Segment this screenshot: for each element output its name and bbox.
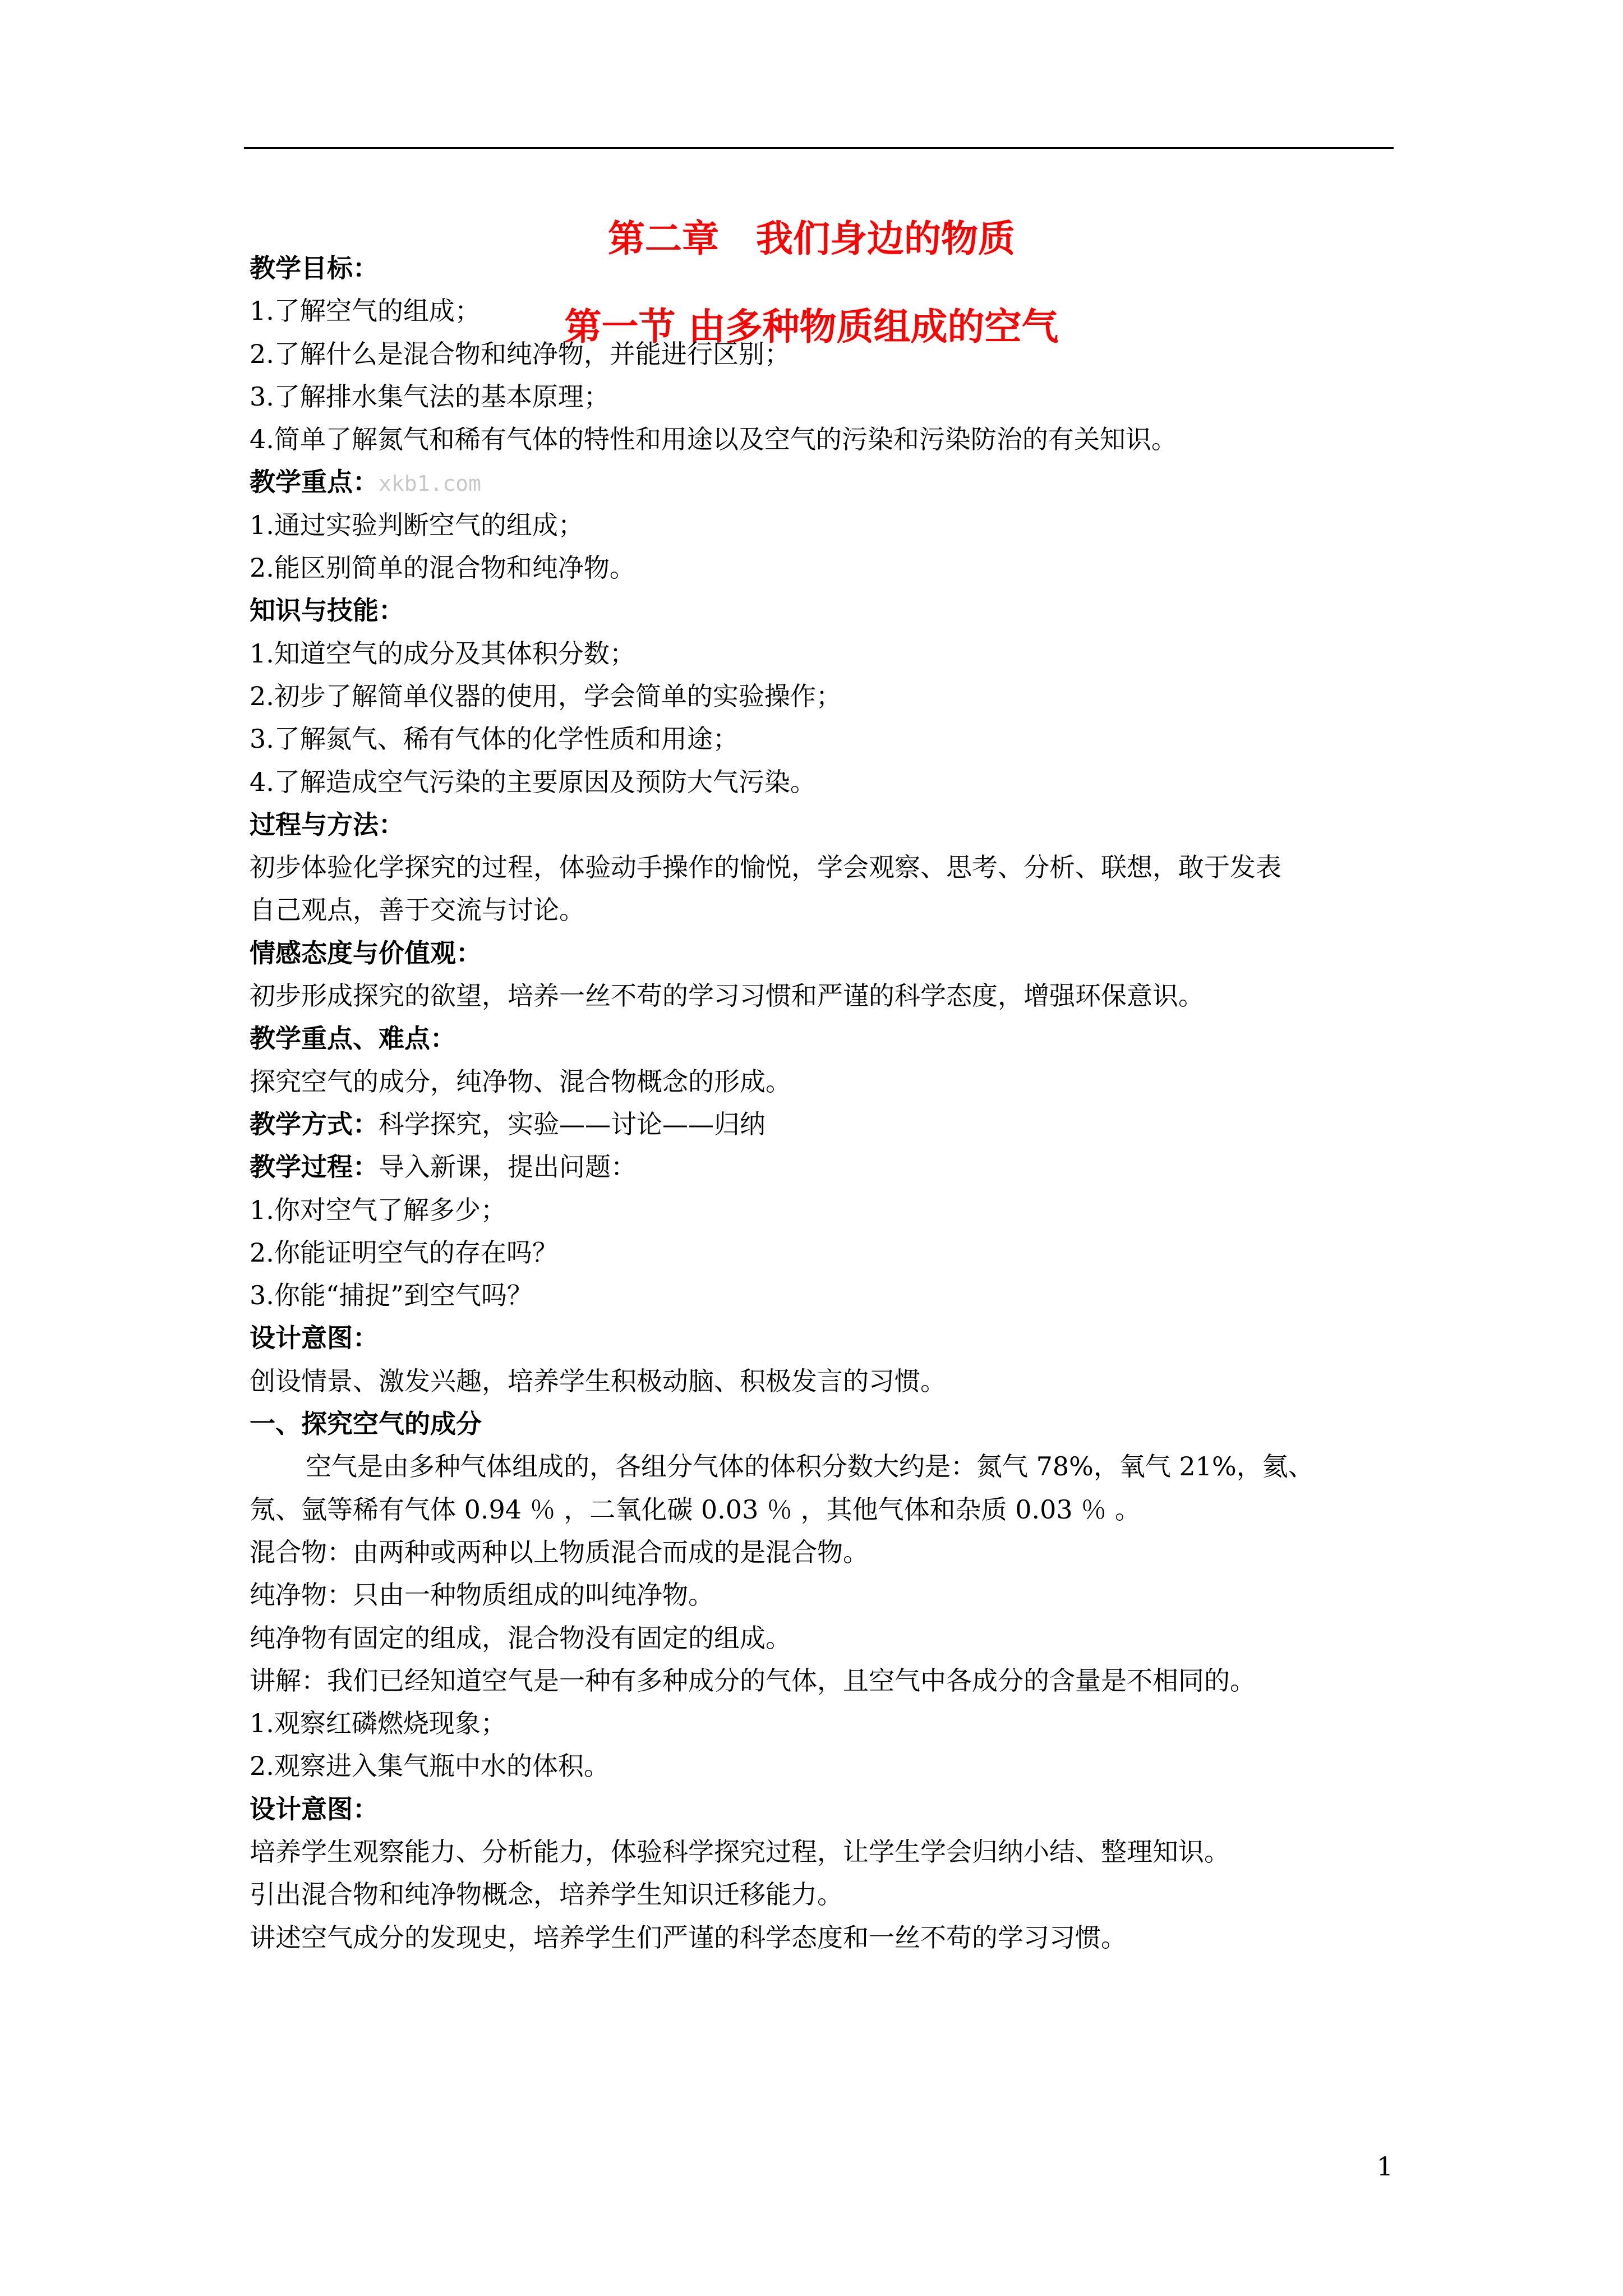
section-heading: 设计意图： [250, 1323, 379, 1354]
text-line: 讲述空气成分的发现史，培养学生们严谨的科学态度和一丝不苟的学习习惯。 [250, 1922, 1127, 1953]
paragraph-line: 空气是由多种气体组成的，各组分气体的体积分数大约是：氮气 78%，氧气 21%，氦、 [306, 1451, 1314, 1482]
text-line: 3.了解排水集气法的基本原理； [250, 381, 610, 412]
text-line: 纯净物有固定的组成，混合物没有固定的组成。 [250, 1622, 791, 1653]
section-heading: 一、探究空气的成分 [250, 1409, 482, 1439]
text-line: 1.通过实验判断空气的组成； [250, 509, 584, 540]
text-line: 1.观察红磷燃烧现象； [250, 1708, 506, 1739]
header-rule [244, 147, 1394, 149]
document-body [250, 247, 1388, 1959]
text-line: 探究空气的成分，纯净物、混合物概念的形成。 [250, 1066, 791, 1097]
text-line: 氖、氩等稀有气体 0.94 ％ ，二氧化碳 0.03 ％ ，其他气体和杂质 0.03 ％ 。 [250, 1494, 1141, 1525]
inline-text: 导入新课，提出问题： [379, 1152, 637, 1182]
labeled-line [250, 1145, 1388, 1188]
text-line: 纯净物：只由一种物质组成的叫纯净物。 [250, 1580, 714, 1611]
section-heading: 设计意图： [250, 1793, 379, 1824]
text-line: 3.了解氮气、稀有气体的化学性质和用途； [250, 724, 739, 754]
text-line: 初步形成探究的欲望，培养一丝不苟的学习习惯和严谨的科学态度，增强环保意识。 [250, 981, 1204, 1011]
page-number: 1 [1376, 2151, 1393, 2182]
text-line: 1.你对空气了解多少； [250, 1194, 506, 1225]
section-heading-row [250, 461, 1388, 503]
section-heading: 教学重点、难点： [250, 1023, 456, 1054]
section-heading: 教学目标： [250, 253, 379, 283]
text-line: 自己观点，善于交流与讨论。 [250, 895, 585, 926]
text-line: 创设情景、激发兴趣，培养学生积极动脑、积极发言的习惯。 [250, 1365, 946, 1396]
inline-label: 教学过程： [250, 1152, 379, 1182]
text-line: 2.你能证明空气的存在吗？ [250, 1237, 558, 1268]
text-line: 2.了解什么是混合物和纯净物，并能进行区别； [250, 338, 790, 369]
text-line: 4.了解造成空气污染的主要原因及预防大气污染。 [250, 766, 816, 797]
text-line: 讲解：我们已经知道空气是一种有多种成分的气体，且空气中各成分的含量是不相同的。 [250, 1665, 1256, 1696]
text-line: 2.能区别简单的混合物和纯净物。 [250, 553, 635, 583]
labeled-line [250, 1103, 1388, 1145]
section-title: 第一节 由多种物质组成的空气 [564, 305, 1059, 348]
watermark-text: xkb1.com [379, 471, 482, 496]
text-line: 1.了解空气的组成； [250, 296, 481, 326]
section-heading: 知识与技能： [250, 595, 404, 626]
text-line: 初步体验化学探究的过程，体验动手操作的愉悦，学会观察、思考、分析、联想，敢于发表 [250, 852, 1281, 883]
section-heading: 教学重点： [250, 467, 379, 498]
inline-text: 科学探究，实验——讨论——归纳 [379, 1108, 766, 1139]
text-line: 引出混合物和纯净物概念，培养学生知识迁移能力。 [250, 1879, 843, 1910]
inline-label: 教学方式： [250, 1108, 379, 1139]
text-line: 4.简单了解氮气和稀有气体的特性和用途以及空气的污染和污染防治的有关知识。 [250, 424, 1177, 455]
section-heading: 情感态度与价值观： [250, 937, 482, 968]
chapter-title: 第二章 我们身边的物质 [608, 217, 1015, 260]
text-line: 2.观察进入集气瓶中水的体积。 [250, 1751, 610, 1782]
text-line: 1.知道空气的成分及其体积分数； [250, 638, 635, 669]
text-line: 3.你能“捕捉”到空气吗？ [250, 1280, 533, 1311]
text-line: 2.初步了解简单仪器的使用，学会简单的实验操作； [250, 680, 842, 711]
text-line: 培养学生观察能力、分析能力，体验科学探究过程，让学生学会归纳小结、整理知识。 [250, 1836, 1230, 1867]
section-heading: 过程与方法： [250, 809, 404, 840]
text-line: 混合物：由两种或两种以上物质混合而成的是混合物。 [250, 1536, 869, 1567]
